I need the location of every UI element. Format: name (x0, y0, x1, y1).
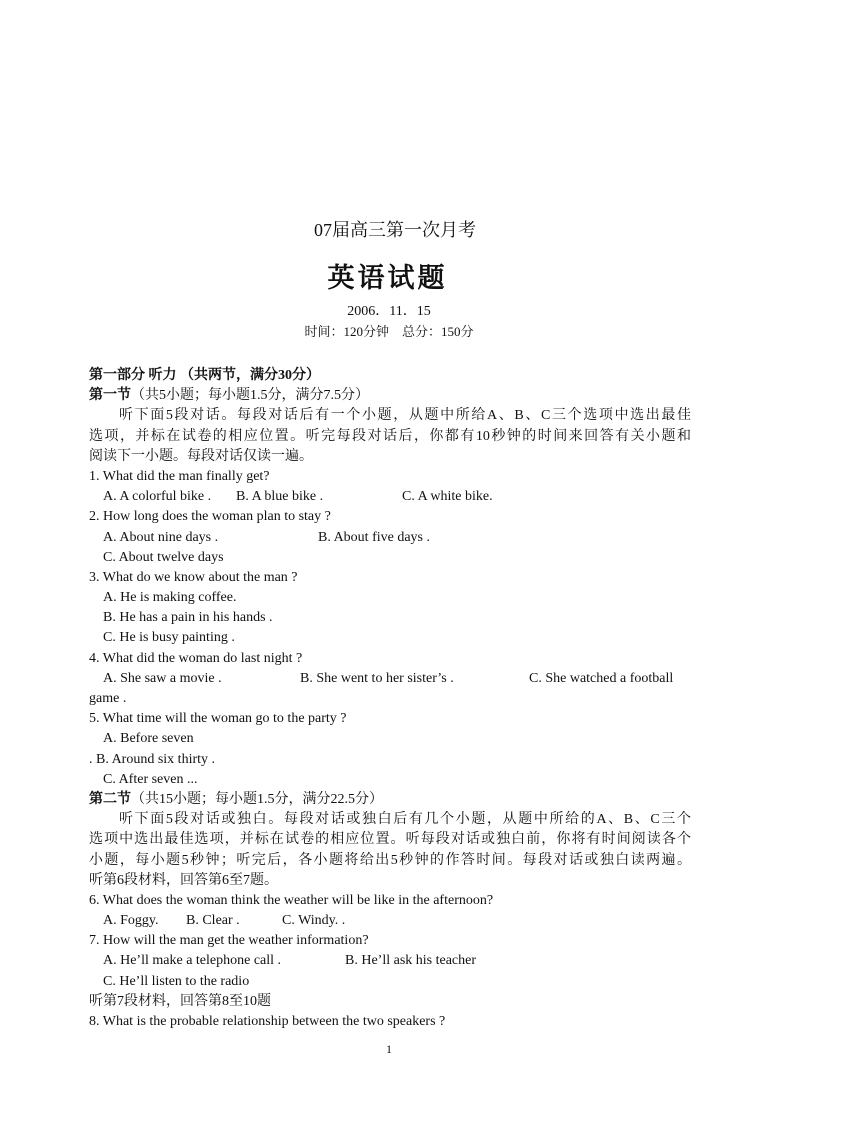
question-7-option-a: A. He’ll make a telephone call . (103, 953, 282, 969)
section1-heading-detail: （共5小题；每小题1.5分，满分7.5分） (131, 388, 369, 404)
part1-heading: 第一部分 听力 （共两节，满分30分） (89, 368, 320, 383)
section1-instruction-line: 阅读下一小题。每段对话仅读一遍。 (89, 448, 313, 464)
section1-instruction-line: 选项，并标在试卷的相应位置。听完每段对话后，你都有10秒钟的时间来回答有关小题和 (89, 428, 691, 444)
exam-subtitle: 07届高三第一次月考 (314, 220, 476, 240)
question-5-stem: 5. What time will the woman go to the party ? (89, 711, 347, 727)
question-1-options (89, 487, 691, 507)
question-5-option-b: . B. Around six thirty . (89, 751, 216, 767)
question-4-options (89, 669, 691, 689)
page-number: 1 (386, 1042, 392, 1056)
question-2-option-c: C. About twelve days (103, 549, 224, 565)
question-7-option-b: B. He’ll ask his teacher (345, 953, 477, 969)
exam-title: 英语试题 (327, 263, 448, 294)
section2-instruction-line: 听下面5段对话或独白。每段对话或独白后有几个小题，从题中所给的A、B、C三个 (119, 812, 691, 828)
material-7-note: 听第7段材料，回答第8至10题 (89, 993, 271, 1009)
section2-heading (89, 790, 691, 810)
exam-body (89, 366, 691, 1032)
question-5-option-c: C. After seven ... (103, 771, 198, 787)
section1-heading (89, 386, 691, 406)
question-6-stem: 6. What does the woman think the weather will be like in the afternoon? (89, 892, 494, 908)
question-2-option-a: A. About nine days . (103, 529, 219, 545)
question-2-option-b: B. About five days . (318, 529, 430, 545)
section2-heading-label: 第二节 (89, 791, 131, 807)
question-1-option-a: A. A colorful bike . (103, 489, 212, 505)
exam-date: 2006．11．15 (347, 304, 431, 319)
question-3-option-a: A. He is making coffee. (103, 590, 237, 606)
question-4-option-c-continued: game . (89, 691, 127, 706)
exam-time-info: 时间：120分钟 总分：150分 (304, 324, 474, 339)
section2-instruction-line: 选项中选出最佳选项，并标在试卷的相应位置。听每段对话或独白前，你将有时间阅读各个 (89, 832, 691, 848)
section2-heading-detail: （共15小题；每小题1.5分，满分22.5分） (131, 791, 383, 807)
section1-instruction-line: 听下面5段对话。每段对话后有一个小题，从题中所给A、B、C三个选项中选出最佳 (119, 408, 691, 424)
question-7-options (89, 951, 691, 971)
question-6-option-a: A. Foggy. (103, 913, 159, 929)
question-7-option-c: C. He’ll listen to the radio (103, 973, 250, 989)
question-8-stem: 8. What is the probable relationship between the two speakers ? (89, 1014, 446, 1029)
question-2-options (89, 528, 691, 548)
question-1-option-b: B. A blue bike . (236, 489, 324, 505)
question-1-stem: 1. What did the man finally get? (89, 468, 270, 484)
question-6-option-c: C. Windy. . (282, 913, 346, 929)
question-3-option-b: B. He has a pain in his hands . (103, 610, 273, 626)
question-3-option-c: C. He is busy painting . (103, 630, 235, 646)
question-4-option-c: C. She watched a football (529, 670, 674, 686)
section2-instruction-line: 小题，每小题5秒钟；听完后，各小题将给出5秒钟的作答时间。每段对话或独白读两遍。 (89, 852, 691, 868)
question-3-stem: 3. What do we know about the man ? (89, 569, 298, 585)
question-6-option-b: B. Clear . (186, 913, 240, 929)
question-5-option-a: A. Before seven (103, 731, 194, 747)
question-4-option-a: A. She saw a movie . (103, 670, 222, 686)
question-2-stem: 2. How long does the woman plan to stay ? (89, 509, 331, 525)
question-4-stem: 4. What did the woman do last night ? (89, 650, 303, 666)
question-4-option-b: B. She went to her sister’s . (300, 670, 454, 686)
material-6-note: 听第6段材料，回答第6至7题。 (89, 872, 278, 888)
question-6-options (89, 911, 691, 931)
question-7-stem: 7. How will the man get the weather information? (89, 933, 369, 949)
question-1-option-c: C. A white bike. (402, 489, 493, 505)
section1-heading-label: 第一节 (89, 388, 131, 404)
